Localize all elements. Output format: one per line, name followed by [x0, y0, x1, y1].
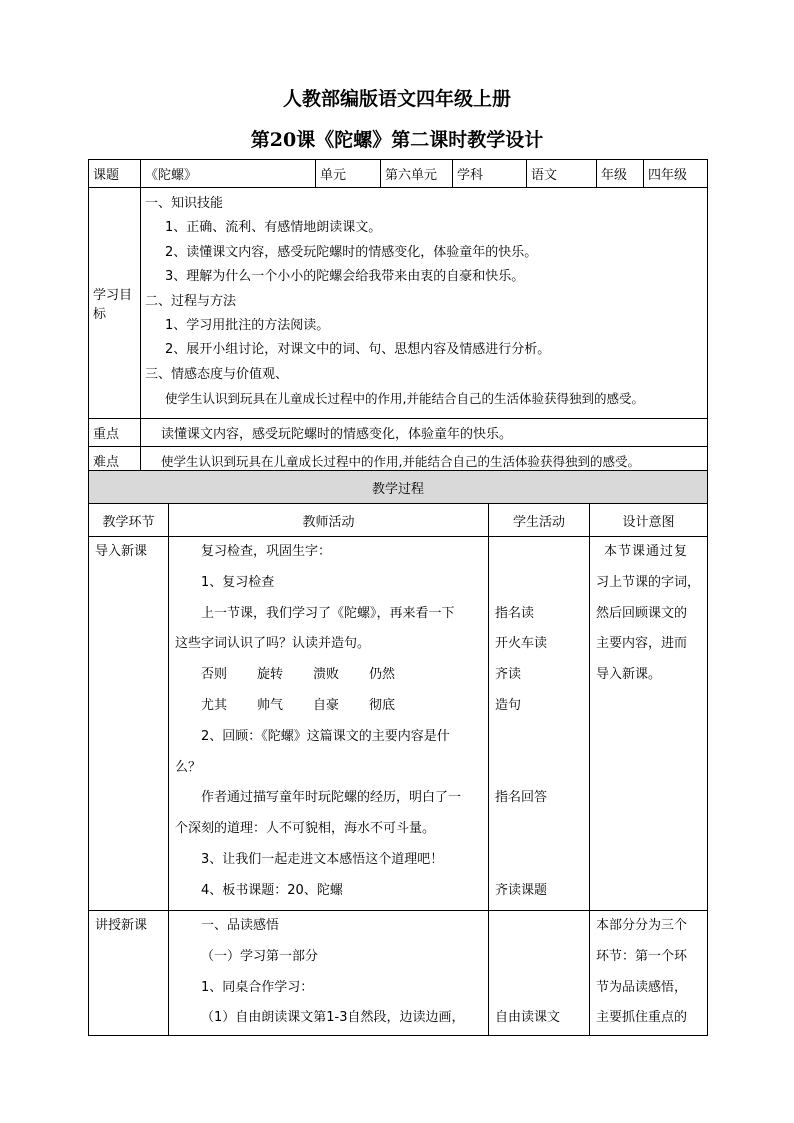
- page-title: 人教部编版语文四年级上册: [282, 88, 511, 110]
- teacher-line: 这些字词认识了吗？认读并造句。: [175, 636, 371, 652]
- process-row-teach: [89, 911, 708, 1036]
- objective-line: 1、正确、流利、有感情地朗读课文。: [165, 220, 382, 236]
- section-title: 教学过程: [89, 471, 708, 504]
- label-key-point: 重点: [89, 419, 141, 447]
- teacher-line: 复习检查，巩固生字：: [201, 544, 332, 559]
- info-table: [88, 159, 708, 475]
- process-table: [88, 470, 708, 1036]
- unit-value: 第六单元: [381, 160, 453, 188]
- student-line: 指名回答: [495, 790, 548, 806]
- objective-line: 使学生认识到玩具在儿童成长过程中的作用,并能结合自己的生活体验获得独到的感受。: [165, 391, 644, 407]
- label-subject: 学科: [453, 160, 527, 188]
- phase-label: 导入新课: [95, 544, 148, 559]
- vocab-word: 否则: [201, 667, 228, 683]
- column-header: 教师活动: [169, 504, 489, 537]
- vocab-word: 彻底: [369, 697, 396, 713]
- subject-value: 语文: [527, 160, 597, 188]
- info-row-key: [89, 419, 708, 447]
- objective-line: 二、过程与方法: [145, 293, 237, 309]
- teacher-line: 么？: [175, 759, 202, 775]
- teacher-line: 上一节课，我们学习了《陀螺》，再来看一下: [201, 605, 455, 621]
- teacher-line: 2、回顾：《陀螺》这篇课文的主要内容是什: [201, 728, 450, 744]
- difficulty-value: 使学生认识到玩具在儿童成长过程中的作用,并能结合自己的生活体验获得独到的感受。: [141, 447, 708, 475]
- info-row-topic: [89, 160, 708, 188]
- info-row-objectives: [89, 188, 708, 419]
- objective-line: 3、理解为什么一个小小的陀螺会给我带来由衷的自豪和快乐。: [165, 269, 525, 285]
- intent-line: 环节：第一个环: [596, 948, 688, 964]
- column-header: 设计意图: [590, 504, 708, 537]
- intent-line: 本节课通过复: [604, 544, 689, 559]
- student-activity-cell: [489, 911, 590, 1036]
- process-row-intro: [89, 537, 708, 911]
- process-header-row: [89, 504, 708, 537]
- teacher-line: 1、同桌合作学习：: [201, 979, 314, 995]
- student-line: 齐读: [495, 667, 522, 683]
- teacher-line: 一、品读感悟: [201, 918, 280, 933]
- design-intent-cell: [590, 537, 708, 911]
- vocab-row: [175, 660, 482, 691]
- label-grade: 年级: [597, 160, 644, 188]
- intent-line: 然后回顾课文的: [596, 605, 688, 621]
- vocab-word: 尤其: [201, 697, 228, 713]
- vocab-word: 自豪: [313, 697, 340, 713]
- vocab-word: 旋转: [257, 667, 284, 683]
- intent-line: 本部分分为三个: [596, 918, 688, 933]
- teacher-line: （1）自由朗读课文第1-3自然段，边读边画，: [201, 1010, 465, 1026]
- column-header: 教学环节: [89, 504, 169, 537]
- teacher-line: 个深刻的道理：人不可貌相，海水不可斗量。: [175, 821, 436, 837]
- label-unit: 单元: [316, 160, 381, 188]
- intent-line: 主要内容，进而: [596, 636, 688, 652]
- objective-line: 三、情感态度与价值观、: [145, 366, 289, 382]
- topic-value: 《陀螺》: [141, 160, 316, 188]
- vocab-word: 帅气: [257, 697, 284, 713]
- student-line: 齐读课题: [495, 882, 548, 898]
- intent-line: 导入新课。: [596, 667, 662, 683]
- column-header: 学生活动: [489, 504, 590, 537]
- teacher-line: 作者通过描写童年时玩陀螺的经历，明白了一: [201, 790, 462, 806]
- student-line: 指名读: [495, 605, 535, 621]
- student-line: 自由读课文: [495, 1010, 561, 1026]
- objectives-cell: [141, 188, 708, 419]
- vocab-word: 仍然: [369, 667, 396, 683]
- process-section-row: [89, 471, 708, 504]
- intent-line: 节为品读感悟，: [596, 979, 688, 995]
- design-intent-cell: [590, 911, 708, 1036]
- objective-line: 1、学习用批注的方法阅读。: [165, 317, 330, 333]
- teacher-line: 4、板书课题：20、陀螺: [201, 882, 343, 898]
- teacher-activity-cell: [169, 537, 489, 911]
- vocab-row: [175, 691, 482, 722]
- student-activity-cell: [489, 537, 590, 911]
- vocab-word: 溃败: [313, 667, 340, 683]
- teacher-line: 1、复习检查: [201, 574, 275, 590]
- grade-value: 四年级: [644, 160, 708, 188]
- objective-line: 2、展开小组讨论，对课文中的词、句、思想内容及情感进行分析。: [165, 342, 551, 358]
- phase-cell: [89, 911, 169, 1036]
- label-objectives: 学习目标: [89, 188, 141, 419]
- student-line: 造句: [495, 697, 522, 713]
- label-topic: 课题: [89, 160, 141, 188]
- teacher-activity-cell: [169, 911, 489, 1036]
- intent-line: 主要抓住重点的: [596, 1010, 688, 1026]
- intent-line: 习上节课的字词，: [596, 574, 701, 590]
- label-difficulty: 难点: [89, 447, 141, 475]
- teacher-line: 3、让我们一起走进文本感悟这个道理吧！: [201, 851, 444, 867]
- student-line: 开火车读: [495, 636, 548, 652]
- lesson-subtitle: 第20课《陀螺》第二课时教学设计: [250, 129, 544, 151]
- objective-line: 2、读懂课文内容，感受玩陀螺时的情感变化，体验童年的快乐。: [165, 244, 538, 260]
- key-point-value: 读懂课文内容，感受玩陀螺时的情感变化，体验童年的快乐。: [141, 419, 708, 447]
- phase-label: 讲授新课: [95, 918, 148, 933]
- phase-cell: [89, 537, 169, 911]
- teacher-line: （一）学习第一部分: [201, 948, 319, 964]
- objective-line: 一、知识技能: [145, 196, 224, 211]
